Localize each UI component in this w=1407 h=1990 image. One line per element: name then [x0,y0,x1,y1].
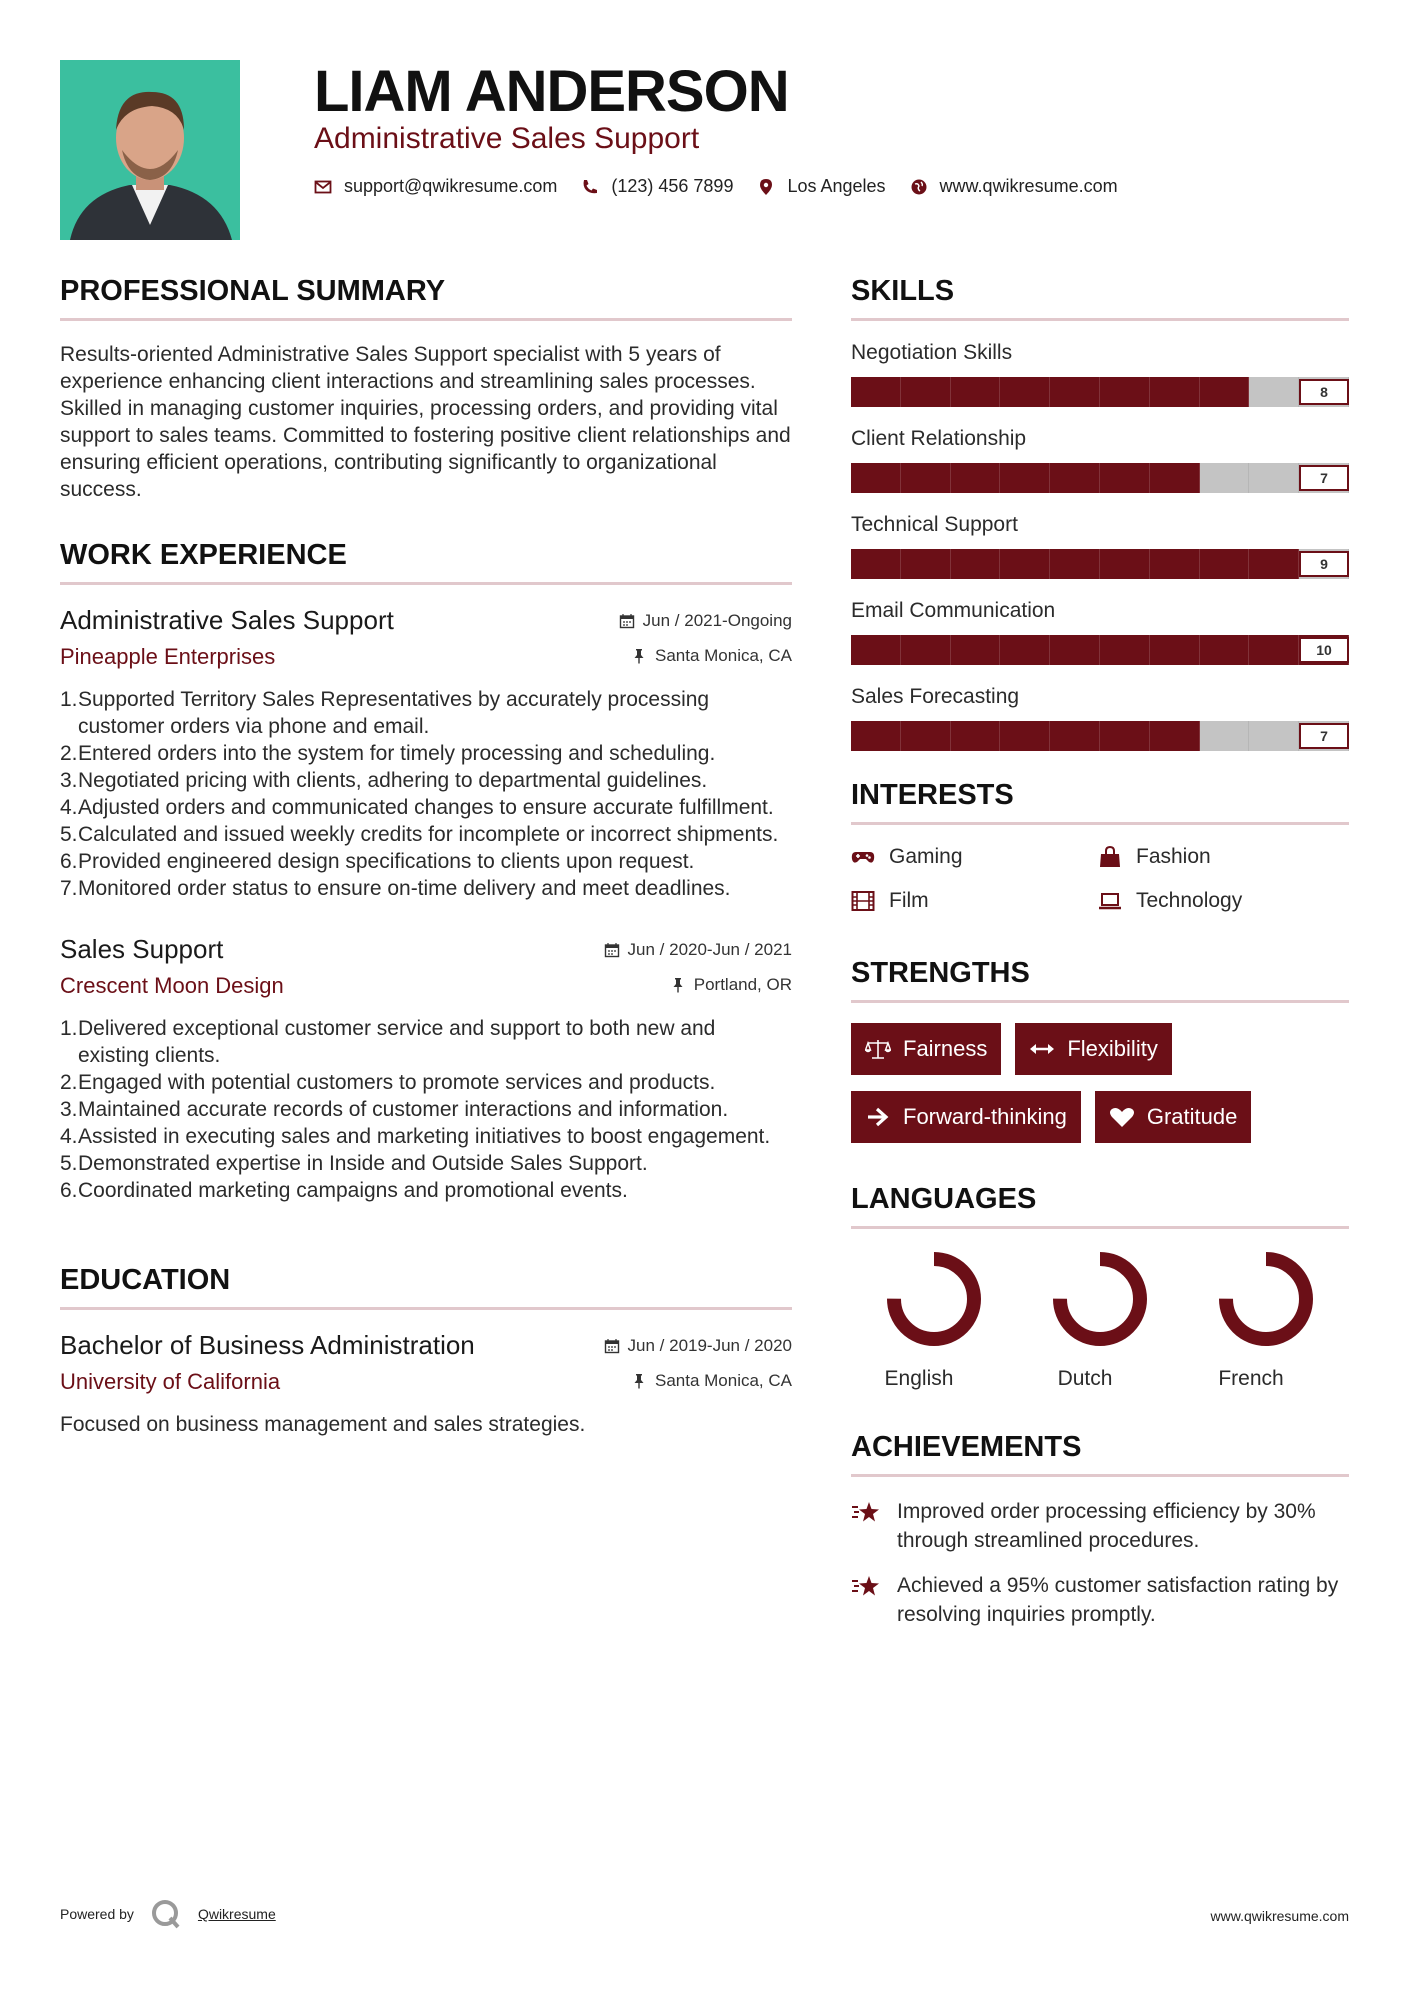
contact-email-text: support@qwikresume.com [344,176,558,196]
skill-bar [851,463,1349,493]
film-icon [851,890,875,912]
skill-bar-segment [851,721,901,751]
skill-score: 9 [1299,551,1349,577]
strength-tag [1095,1091,1252,1143]
job-location-text: Portland, OR [693,975,792,994]
education-title: EDUCATION [60,1264,792,1310]
strength-tag [1015,1023,1171,1075]
list-item: 4. Adjusted orders and communicated changes to ensure accurate fulfillment. [60,796,774,819]
strength-tag [851,1023,1001,1075]
envelope-icon [314,178,332,196]
footer-brand-link[interactable]: Qwikresume [197,1906,276,1922]
language-ring [1216,1249,1316,1349]
experience-title: WORK EXPERIENCE [60,539,792,585]
skill-bar-segment [1150,635,1200,665]
skill-item [851,341,1349,407]
skill-bar-segment [1249,635,1299,665]
job-entry [60,934,792,1204]
skills-section [851,275,1349,751]
skill-bar [851,635,1349,665]
skill-bar-segment [951,635,1001,665]
calendar-icon [604,942,620,958]
pushpin-icon [670,977,686,993]
language-ring-arc [1060,1259,1140,1339]
skill-label: Technical Support [851,513,1018,536]
skill-bar-segment [1249,377,1299,407]
summary-title: PROFESSIONAL SUMMARY [60,275,792,321]
skill-bar-segment [1000,635,1050,665]
skill-item [851,427,1349,493]
skill-item [851,599,1349,665]
skill-bar-segment [1200,721,1250,751]
education-date [604,1336,792,1356]
profile-photo [60,60,240,240]
list-item: 2. Entered orders into the system for timely processing and scheduling. [60,742,716,765]
job-date [619,611,792,631]
skill-bar-segment [901,549,951,579]
skill-label: Negotiation Skills [851,341,1013,364]
skill-bar-segment [1249,463,1299,493]
school-name: University of California [60,1369,281,1394]
job-location [631,646,792,666]
contact-website-text: www.qwikresume.com [939,176,1118,196]
job-entry [60,605,792,902]
job-title: Sales Support [60,934,224,964]
language-label: Dutch [1057,1367,1113,1390]
skill-bar-segment [1050,721,1100,751]
skill-bar-segment [1100,635,1150,665]
skill-bar-segment [951,377,1001,407]
interests-grid [851,845,1349,913]
skill-label: Sales Forecasting [851,685,1020,708]
phone-icon [581,178,599,196]
skill-bar-segment [1249,721,1299,751]
strength-label: Flexibility [1067,1036,1158,1061]
language-item [1017,1249,1183,1391]
skill-bar-segment [1100,463,1150,493]
strengths-title: STRENGTHS [851,957,1349,1003]
skill-bar-segment [1050,377,1100,407]
skill-bar-segment [1000,549,1050,579]
skill-item [851,513,1349,579]
list-item: 3. Negotiated pricing with clients, adhering to departmental guidelines. [60,769,708,792]
skills-title: SKILLS [851,275,1349,321]
footer-powered [60,1898,276,1930]
contact-phone-text: (123) 456 7899 [611,176,734,196]
candidate-name: LIAM ANDERSON [314,59,789,124]
map-pin-icon [757,178,775,196]
company-name: Pineapple Enterprises [60,644,276,669]
interest-label: Film [889,889,929,912]
skill-bar-segment [1249,549,1299,579]
skill-score: 7 [1299,723,1349,749]
skill-bar-segment [1000,721,1050,751]
globe-icon [910,178,928,196]
skill-score: 7 [1299,465,1349,491]
job-date-text: Jun / 2021-Ongoing [642,611,792,630]
list-item: 5. Calculated and issued weekly credits for incomplete or incorrect shipments. [60,823,779,846]
skills-list [851,341,1349,751]
skill-item [851,685,1349,751]
arrow-right-icon [865,1106,891,1128]
language-item [851,1249,1017,1391]
shopping-bag-icon [1098,846,1122,868]
achievement-item [851,1571,1349,1629]
calendar-icon [619,613,635,629]
skill-bar-segment [851,377,901,407]
job-date [604,940,792,960]
summary-section [60,275,792,503]
laptop-icon [1098,890,1122,912]
skill-bar [851,549,1349,579]
skill-label: Email Communication [851,599,1056,622]
skill-bar-segment [851,635,901,665]
job-title: Administrative Sales Support [60,605,394,635]
skill-bar-segment [1150,549,1200,579]
language-ring [884,1249,984,1349]
list-item: 2. Engaged with potential customers to promote services and products. [60,1071,716,1094]
strength-label: Fairness [903,1036,988,1061]
contact-email[interactable] [314,176,557,197]
skill-bar-segment [951,721,1001,751]
list-item: 4. Assisted in executing sales and marketing initiatives to boost engagement. [60,1125,771,1148]
skill-bar-segment [1100,377,1150,407]
list-item: 6. Coordinated marketing campaigns and promotional events. [60,1179,628,1202]
education-description: Focused on business management and sales strategies. [60,1413,586,1436]
strength-tag [851,1091,1081,1143]
language-item [1183,1249,1349,1391]
job-location-text: Santa Monica, CA [654,646,792,665]
job-date-text: Jun / 2020-Jun / 2021 [627,940,792,959]
strengths-section [851,957,1349,1143]
heart-icon [1109,1106,1135,1128]
pushpin-icon [631,648,647,664]
trophy-star-icon [851,1499,883,1527]
job-bullets [60,686,792,902]
education-location-text: Santa Monica, CA [654,1371,792,1390]
job-location [670,975,792,995]
skill-bar-segment [1200,463,1250,493]
skill-bar-segment [901,721,951,751]
skill-bar-segment [1200,549,1250,579]
skill-score: 10 [1299,637,1349,663]
language-ring [1050,1249,1150,1349]
skill-bar-segment [1100,721,1150,751]
skill-bar-segment [1050,549,1100,579]
achievement-item [851,1497,1349,1555]
powered-by-label: Powered by [60,1906,134,1922]
achievement-text: Improved order processing efficiency by 30% through streamlined procedures. [897,1500,1316,1552]
interest-label: Fashion [1136,845,1211,868]
strength-label: Forward-thinking [903,1104,1067,1129]
interest-label: Technology [1136,889,1243,912]
degree-title: Bachelor of Business Administration [60,1330,475,1360]
qwikresume-logo-icon [150,1898,182,1930]
interest-item [1098,889,1345,913]
education-date-text: Jun / 2019-Jun / 2020 [627,1336,792,1355]
skill-bar-segment [1200,635,1250,665]
language-label: English [884,1367,954,1390]
summary-text: Results-oriented Administrative Sales Support specialist with 5 years of experience enhancing client interactions and streamlining sales processes. Skilled in managing customer inquiries, processing orders, and providing vital support to sales teams. Committed to fostering positive client relationships and ensuring efficient operations, contributing significantly to organizational success. [60,343,791,501]
language-ring-arc [894,1259,974,1339]
calendar-icon [604,1338,620,1354]
list-item: 1. Supported Territory Sales Representatives by accurately processing customer orders via phone and email. [60,688,710,738]
skill-bar-segment [1000,463,1050,493]
interests-title: INTERESTS [851,779,1349,825]
contact-location-text: Los Angeles [787,176,886,196]
list-item: 3. Maintained accurate records of customer interactions and information. [60,1098,729,1121]
list-item: 6. Provided engineered design specifications to clients upon request. [60,850,695,873]
job-bullets [60,1015,792,1204]
languages-section [851,1183,1349,1391]
skill-bar [851,377,1349,407]
right-column [851,275,1349,1645]
interests-section [851,779,1349,913]
achievements-title: ACHIEVEMENTS [851,1431,1349,1477]
candidate-role: Administrative Sales Support [314,122,700,155]
skill-score: 8 [1299,379,1349,405]
skill-bar-segment [1000,377,1050,407]
contact-website[interactable] [910,176,1118,197]
list-item: 5. Demonstrated expertise in Inside and Outside Sales Support. [60,1152,648,1175]
education-section [60,1264,792,1438]
pushpin-icon [631,1373,647,1389]
language-ring-arc [1226,1259,1306,1339]
language-label: French [1218,1367,1284,1390]
skill-bar-segment [1100,549,1150,579]
strength-label: Gratitude [1146,1104,1238,1129]
footer-website-link[interactable]: www.qwikresume.com [1210,1908,1349,1924]
interest-item [1098,845,1345,869]
education-location [631,1371,792,1391]
strength-tags [851,1023,1349,1143]
languages-title: LANGUAGES [851,1183,1349,1229]
interest-item [851,889,1098,913]
skill-bar-segment [901,635,951,665]
contact-location [757,176,885,197]
contact-bar [314,176,1142,197]
skill-bar-segment [1150,463,1200,493]
balance-scale-icon [865,1038,891,1060]
interest-label: Gaming [889,845,963,868]
experience-section [60,539,792,1204]
skill-bar-segment [951,463,1001,493]
left-column [60,275,792,1438]
list-item: 7. Monitored order status to ensure on-time delivery and meet deadlines. [60,877,731,900]
skill-bar-segment [951,549,1001,579]
skill-bar [851,721,1349,751]
skill-bar-segment [851,549,901,579]
skill-bar-segment [1150,721,1200,751]
languages-list [851,1249,1349,1391]
interest-item [851,845,1098,869]
skill-bar-segment [1050,463,1100,493]
skill-bar-segment [901,377,951,407]
skill-bar-segment [901,463,951,493]
company-name: Crescent Moon Design [60,973,284,998]
list-item: 1. Delivered exceptional customer service and support to both new and existing clients. [60,1017,716,1067]
achievements-section [851,1431,1349,1629]
achievement-text: Achieved a 95% customer satisfaction rating by resolving inquiries promptly. [897,1574,1339,1626]
skill-bar-segment [851,463,901,493]
trophy-star-icon [851,1573,883,1601]
skill-bar-segment [1050,635,1100,665]
skill-bar-segment [1150,377,1200,407]
gamepad-icon [851,846,875,868]
skill-label: Client Relationship [851,427,1027,450]
arrows-horizontal-icon [1029,1038,1055,1060]
contact-phone[interactable] [581,176,733,197]
skill-bar-segment [1200,377,1250,407]
